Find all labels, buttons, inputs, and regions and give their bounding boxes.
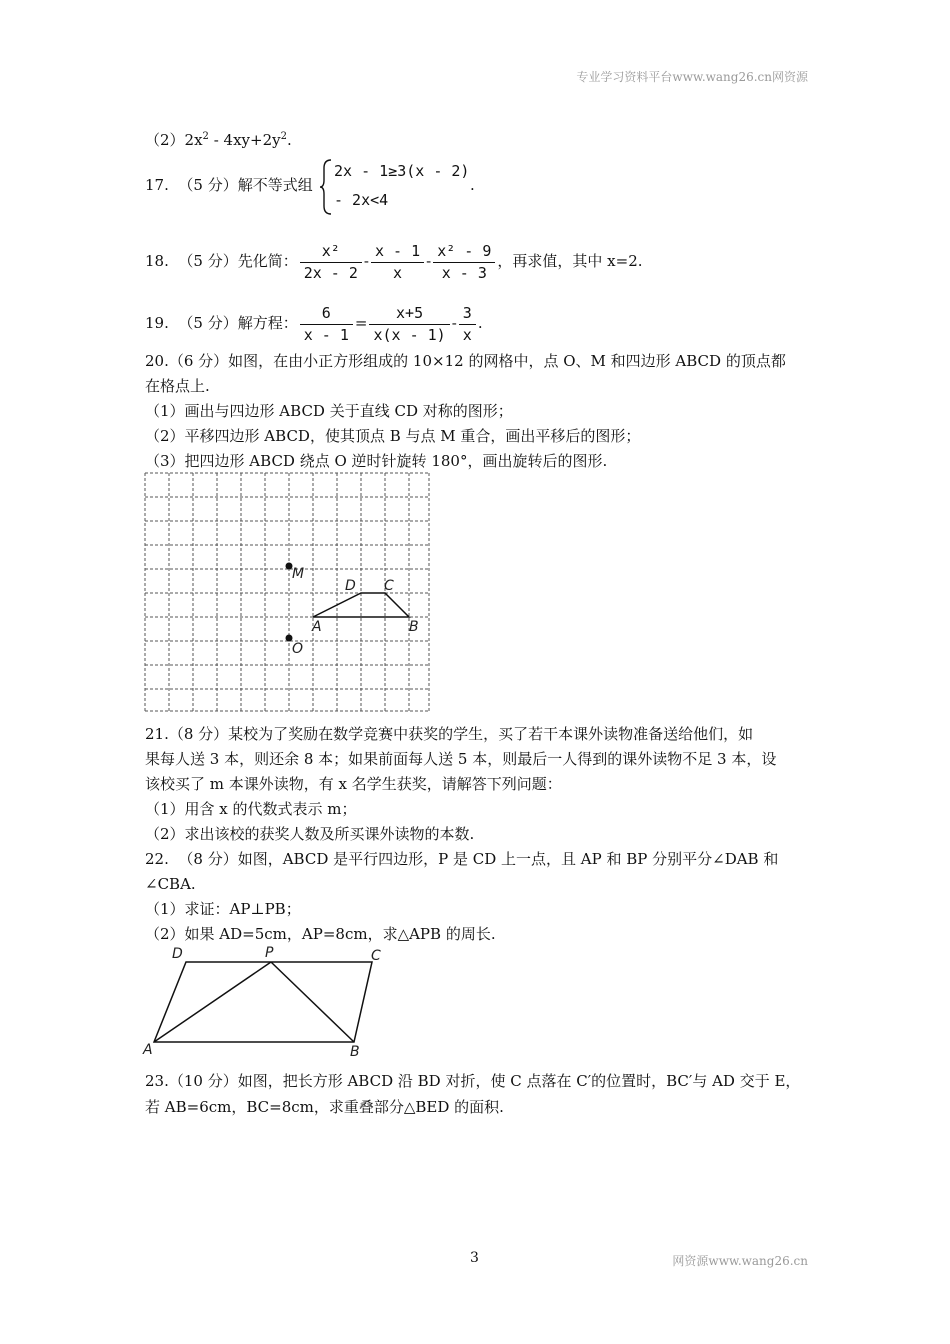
q17-end: . [470, 176, 475, 194]
q20-part1: （1）画出与四边形 ABCD 关于直线 CD 对称的图形； [145, 402, 513, 420]
q18-tail: ，再求值，其中 x=2. [497, 252, 643, 270]
q22-part1: （1）求证：AP⊥PB； [145, 900, 301, 918]
q16-exp2: 2 [280, 131, 287, 142]
label-d: D [345, 578, 356, 594]
q20-part2: （2）平移四边形 ABCD，使其顶点 B 与点 M 重合，画出平移后的图形； [145, 427, 641, 445]
q18-f2-den: x [393, 263, 403, 282]
q23-line2: 若 AB=6cm，BC=8cm，求重叠部分△BED 的面积. [145, 1098, 504, 1116]
footer-watermark: 网资源www.wang26.cn [672, 1254, 808, 1268]
q16-part2 [145, 126, 292, 151]
q17-ineq1: 2x - 1≥3(x - 2) [334, 162, 470, 180]
label-a: A [312, 619, 322, 635]
q18-fraction-2 [371, 242, 424, 283]
label-d: D [172, 946, 183, 962]
header-watermark: 专业学习资料平台www.wang26.cn网资源 [576, 70, 808, 84]
q22-part2: （2）如果 AD=5cm，AP=8cm，求△APB 的周长. [145, 925, 496, 943]
q18-line [145, 238, 643, 284]
label-a: A [143, 1042, 153, 1058]
q18-f3-den: x - 3 [441, 263, 487, 282]
q20-line2: 在格点上. [145, 377, 210, 395]
q19-op: - [451, 314, 457, 332]
page-number: 3 [470, 1250, 479, 1266]
q19-f1-num: 6 [300, 304, 353, 325]
q21-part2: （2）求出该校的获奖人数及所买课外读物的本数. [145, 825, 475, 843]
q19-label: 19. （5 分）解方程： [145, 314, 298, 332]
q16-text: （2）2x [145, 131, 203, 149]
q22-parallelogram-figure [140, 942, 400, 1062]
q21-line2: 果每人送 3 本，则还余 8 本；如果前面每人送 5 本，则最后一人得到的课外读物不足 3 本，设 [145, 750, 777, 768]
q19-fraction-2 [369, 304, 449, 345]
label-o: O [292, 641, 304, 657]
parallelogram-abcd [154, 962, 372, 1042]
label-b: B [409, 619, 419, 635]
q16-text-mid: - 4xy+2y [208, 131, 281, 149]
q20-line1: 20.（6 分）如图，在由小正方形组成的 10×12 的网格中，点 O、M 和四边形 ABCD 的顶点都 [145, 352, 786, 370]
q19-end: . [477, 314, 483, 332]
q18-fraction-1 [300, 242, 362, 283]
q16-end: . [286, 131, 292, 149]
segment-bp [271, 962, 354, 1042]
q18-op1: - [363, 252, 369, 270]
q18-op2: - [426, 252, 432, 270]
label-p: P [265, 945, 274, 961]
q19-f3-den: x [462, 325, 472, 344]
q18-f2-num: x - 1 [371, 242, 424, 263]
q22-line1: 22. （8 分）如图，ABCD 是平行四边形，P 是 CD 上一点，且 AP 和 BP 分别平分∠DAB 和 [145, 850, 779, 868]
q17-label: 17. （5 分）解不等式组 [145, 176, 313, 194]
q19-line [145, 300, 483, 346]
q19-fraction-1 [300, 304, 353, 345]
label-c: C [371, 948, 381, 964]
q18-fraction-3 [433, 242, 495, 283]
q23-line1: 23.（10 分）如图，把长方形 ABCD 沿 BD 对折，使 C 点落在 C′的位置时，BC′与 AD 交于 E， [145, 1072, 801, 1090]
label-m: M [292, 566, 305, 582]
label-c: C [384, 578, 394, 594]
q19-f2-den: x(x - 1) [373, 325, 446, 344]
q16-exp1: 2 [202, 131, 209, 142]
q18-label: 18. （5 分）先化简： [145, 252, 298, 270]
q19-f1-den: x - 1 [303, 325, 349, 344]
q17-ineq2: - 2x<4 [334, 191, 389, 209]
q18-f1-num: x² [300, 242, 362, 263]
q19-fraction-3 [459, 304, 476, 345]
q19-f3-num: 3 [459, 304, 476, 325]
q20-grid-figure [140, 468, 436, 718]
q17-brace-icon [319, 158, 333, 216]
q18-f1-den: 2x - 2 [303, 263, 358, 282]
segment-ap [154, 962, 271, 1042]
q22-line2: ∠CBA. [145, 875, 196, 893]
q21-line1: 21.（8 分）某校为了奖励在数学竞赛中获奖的学生，买了若干本课外读物准备送给他们，如 [145, 725, 754, 743]
label-b: B [350, 1044, 360, 1060]
q19-f2-num: x+5 [369, 304, 449, 325]
q21-part1: （1）用含 x 的代数式表示 m； [145, 800, 357, 818]
q19-eq: = [354, 314, 368, 332]
q18-f3-num: x² - 9 [433, 242, 495, 263]
q21-line3: 该校买了 m 本课外读物，有 x 名学生获奖，请解答下列问题： [145, 775, 562, 793]
q20-part3: （3）把四边形 ABCD 绕点 O 逆时针旋转 180°，画出旋转后的图形. [145, 452, 608, 470]
